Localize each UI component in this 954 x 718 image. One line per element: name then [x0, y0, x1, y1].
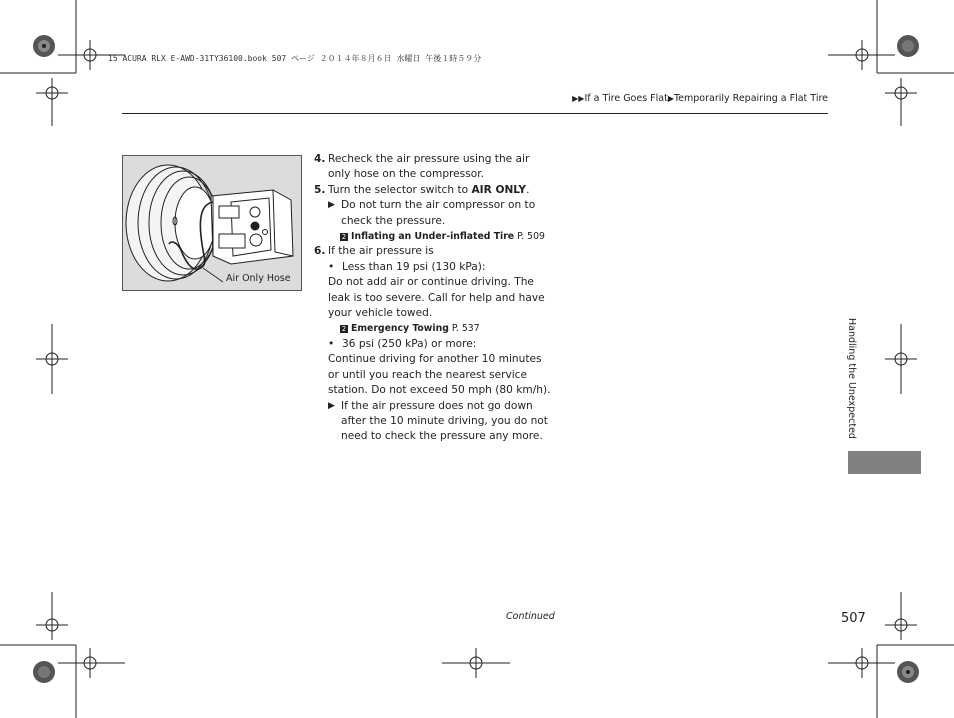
page-number: 507 [841, 611, 866, 626]
step-5-note [314, 198, 554, 229]
note-arrow-icon: ▶ [328, 400, 335, 411]
note-text: Do not turn the air compressor on to check the pressure. [341, 199, 536, 227]
step-5 [314, 183, 554, 198]
bullet-high-pressure-desc: Continue driving for another 10 minutes or until you reach the nearest service station. Do not exceed 50 mph (80 km/h). [328, 353, 551, 397]
step-text-part: Turn the selector switch to [328, 183, 472, 196]
breadcrumb-separator: ▶ [667, 94, 674, 103]
breadcrumb-item-flat-tire[interactable]: If a Tire Goes Flat [584, 93, 668, 104]
reference-page[interactable]: P. 509 [517, 231, 545, 243]
bullet-icon: • [328, 260, 335, 273]
tire-and-compressor-drawing [123, 156, 301, 290]
bullet-text: 36 psi (250 kPa) or more: [342, 337, 477, 350]
reference-page[interactable]: P. 537 [451, 323, 480, 335]
step-6 [314, 244, 554, 259]
step-4 [314, 152, 554, 183]
step-text-part: . [526, 183, 530, 196]
note-arrow-icon: ▶ [328, 200, 335, 211]
reference-title[interactable]: Inflating an Under-inflated Tire [351, 231, 515, 243]
step-number: 6. [314, 245, 326, 258]
bullet-icon: • [328, 337, 335, 350]
section-side-label-text: Handling the Unexpected [846, 318, 857, 439]
breadcrumb-arrows: ▶▶ [572, 94, 585, 103]
instruction-body [314, 152, 554, 445]
step-number: 5. [314, 183, 326, 196]
cross-reference-towing[interactable] [314, 321, 554, 336]
header-divider [122, 113, 828, 114]
section-side-label [846, 318, 860, 448]
cross-reference-icon: 2 [341, 232, 347, 241]
air-only-emphasis: AIR ONLY [471, 183, 527, 196]
breadcrumb-item-temporary-repair[interactable]: Temporarily Repairing a Flat Tire [673, 93, 828, 104]
bullet-text: Less than 19 psi (130 kPa): [342, 260, 486, 273]
section-tab-marker [848, 451, 921, 474]
step-text: If the air pressure is [328, 245, 434, 258]
cross-reference-icon: 2 [341, 324, 347, 333]
bullet-low-pressure-desc: Do not add air or continue driving. The leak is too severe. Call for help and have your vehicle towed. [328, 276, 545, 320]
step-text: Recheck the air pressure using the air only hose on the compressor. [328, 153, 530, 181]
bullet-low-pressure [314, 260, 554, 275]
compressor-illustration [122, 155, 302, 291]
note-text: If the air pressure does not go down after the 10 minute driving, you do not need to check the pressure any more. [341, 399, 548, 443]
cross-reference-inflating[interactable] [314, 229, 554, 244]
step-text [328, 183, 529, 198]
continued-label: Continued [506, 611, 555, 622]
air-only-hose-callout: Air Only Hose [226, 273, 291, 284]
bullet-high-pressure-note [314, 399, 554, 445]
reference-title[interactable]: Emergency Towing [351, 323, 449, 335]
bullet-high-pressure [314, 337, 554, 352]
print-file-header: 15 ACURA RLX E-AWD-31TY36100.book 507 ページ ２０１４年８月６日 水曜日 午後１時５９分 [108, 54, 482, 63]
breadcrumb [572, 93, 828, 104]
step-number: 4. [314, 153, 326, 165]
